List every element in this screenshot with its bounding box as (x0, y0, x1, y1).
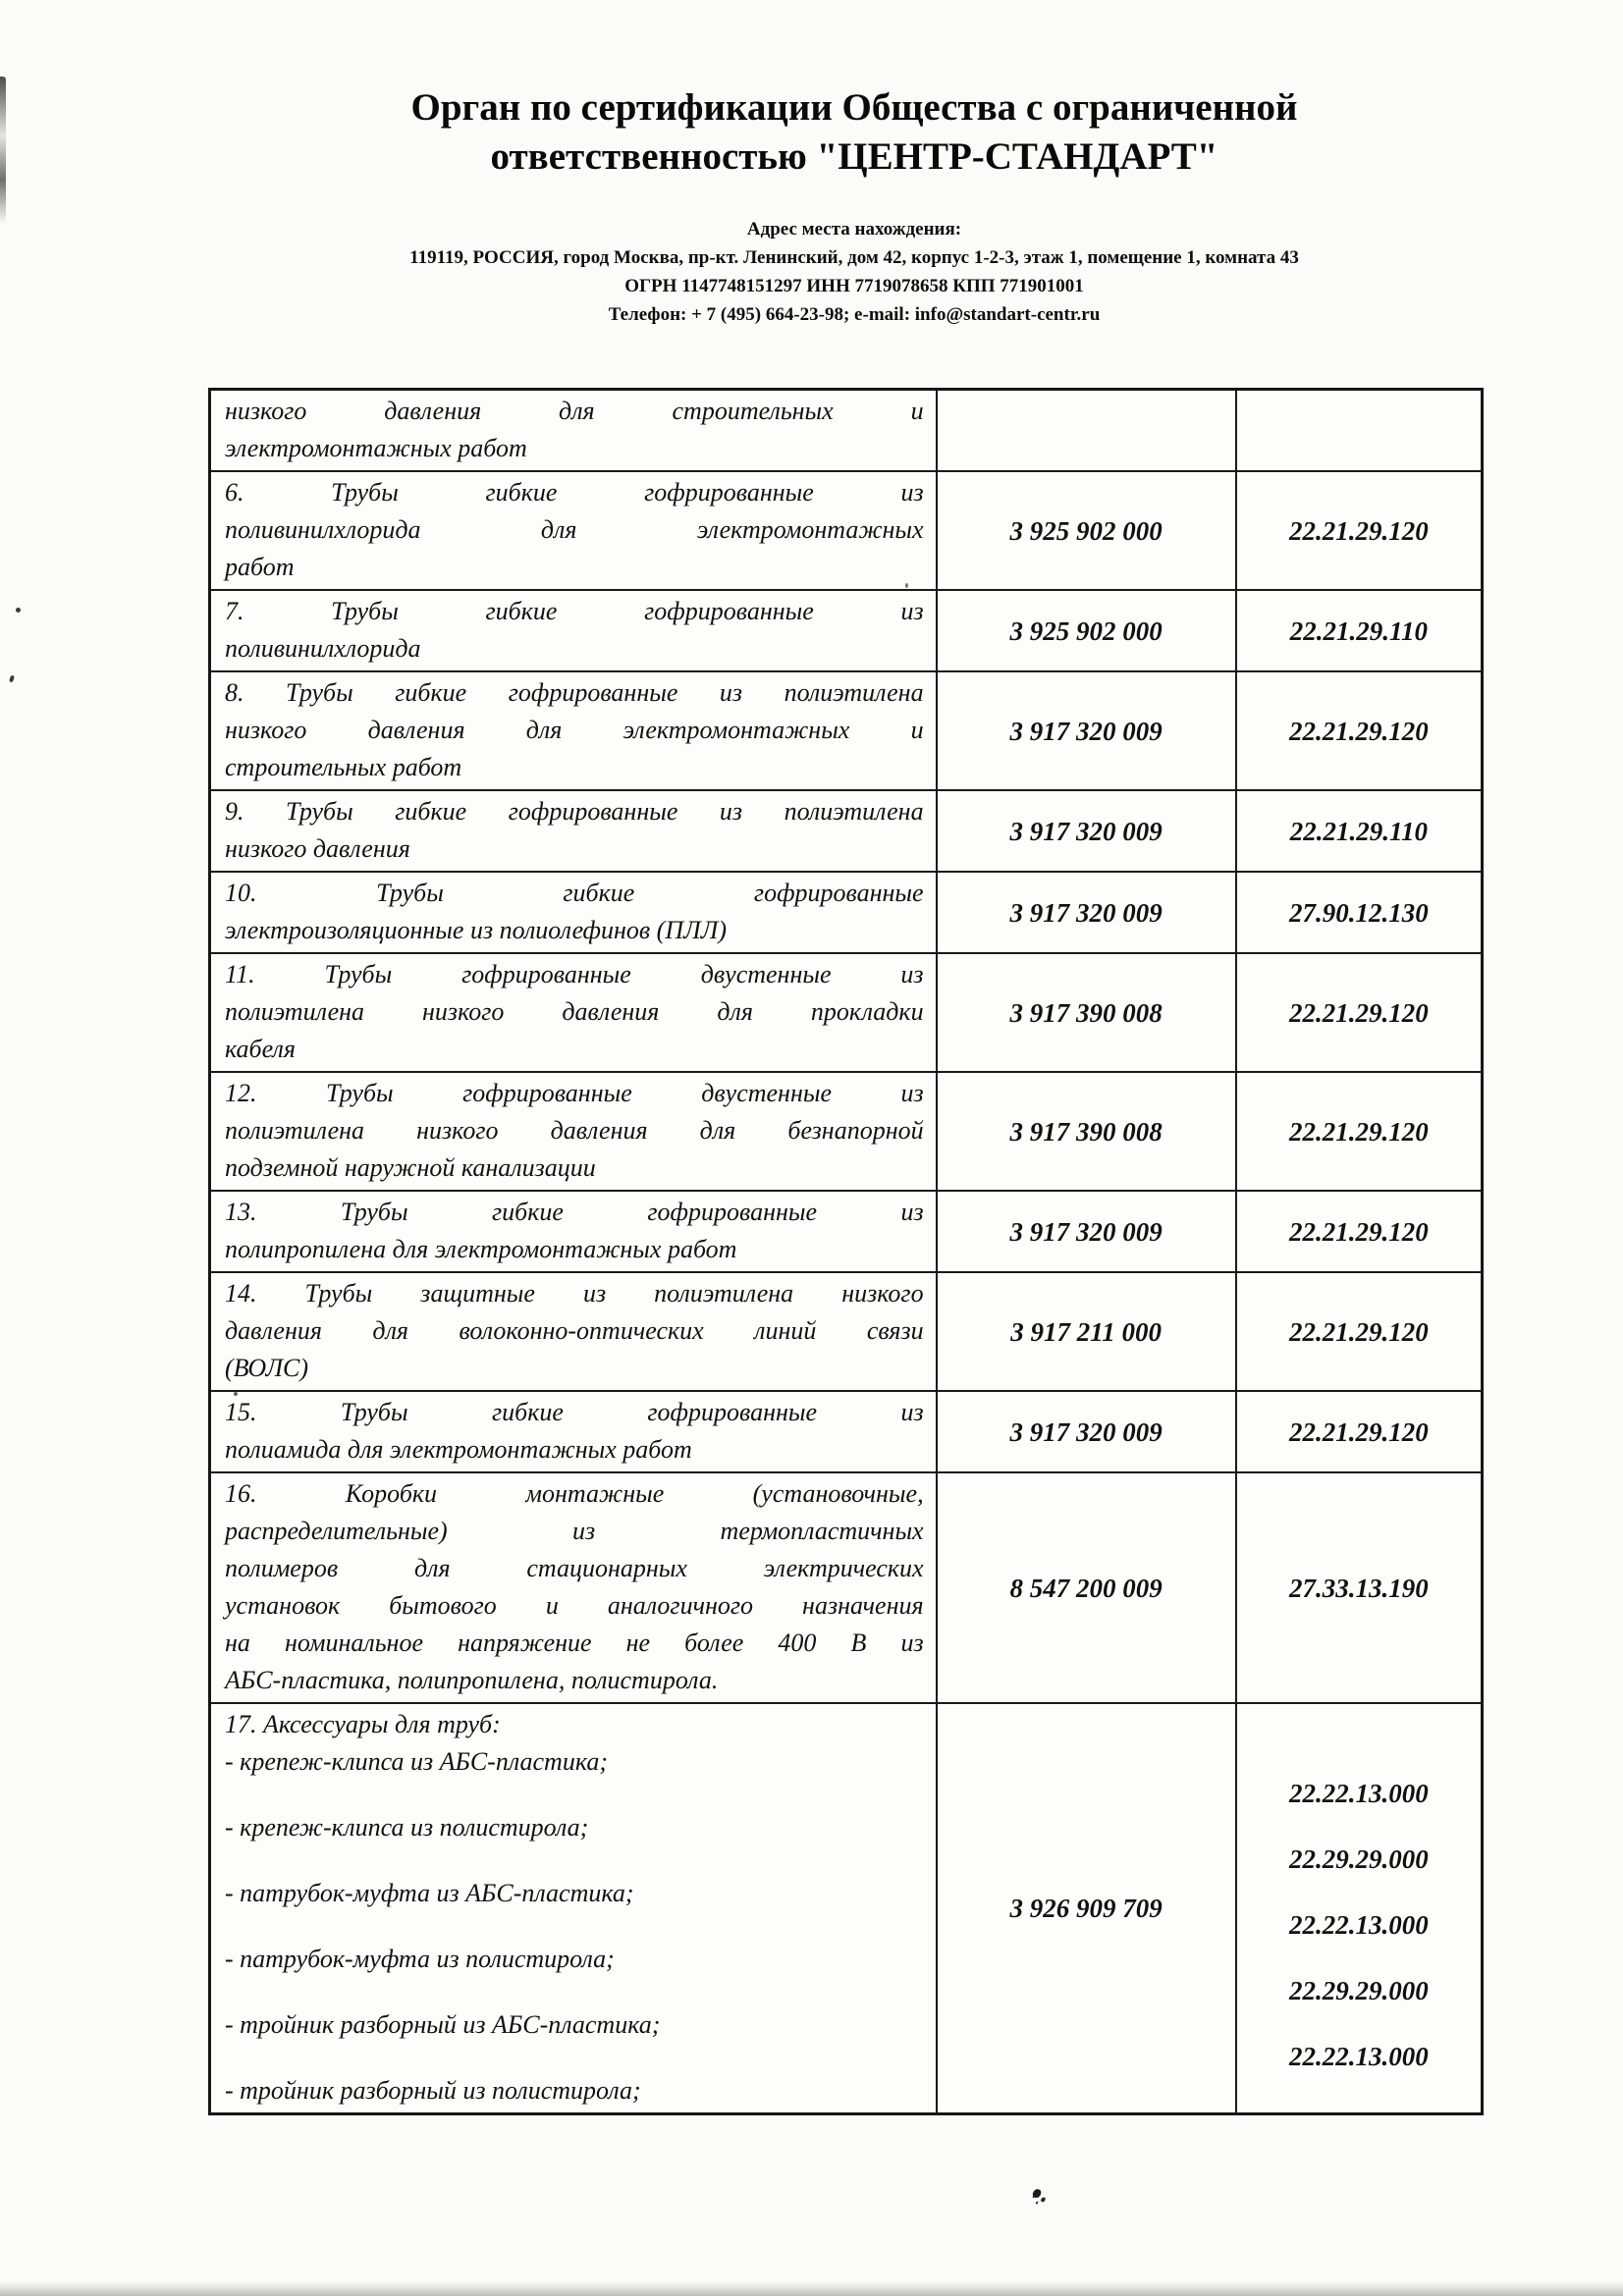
product-name-line: полипропилена для электромонтажных работ (225, 1235, 737, 1263)
product-name-line: строительных работ (225, 753, 462, 781)
okpd2-code-cell (1237, 1473, 1481, 1702)
product-name-line: полиэтилена низкого давления для безнапорной (225, 1116, 924, 1145)
org-details (147, 215, 1561, 329)
product-name-line: установок бытового и аналогичного назначения (225, 1591, 924, 1620)
okpd2-code-cell (1237, 391, 1481, 470)
product-name-line: поливинилхлорида (225, 634, 421, 663)
table-row (211, 472, 1481, 591)
product-name-line: 9. Трубы гибкие гофрированные из полиэтилена (225, 797, 924, 826)
okpd2-code: 22.22.13.000 (1288, 1779, 1429, 1808)
product-name-line: полиэтилена низкого давления для прокладки (225, 997, 924, 1026)
tnved-code: 3 926 909 709 (1009, 1894, 1163, 1923)
product-name-line: 16. Коробки монтажные (установочные, (225, 1479, 924, 1508)
tnved-code: 3 917 320 009 (1009, 1416, 1163, 1447)
okpd2-code-cell (1237, 1704, 1481, 2112)
scan-speck (9, 675, 15, 683)
product-name-line: 12. Трубы гофрированные двустенные из (225, 1079, 924, 1107)
product-name-cell (211, 1473, 938, 1702)
product-name-cell (211, 591, 938, 670)
product-name-line: давления для волоконно-оптических линий связи (225, 1316, 924, 1345)
tnved-code-cell (938, 1473, 1237, 1702)
accessory-item: - патрубок-муфта из полистирола; (225, 1945, 615, 1973)
product-name-cell (211, 954, 938, 1071)
okpd2-code-cell (1237, 1192, 1481, 1271)
table-row (211, 873, 1481, 954)
accessory-item: - крепеж-клипса из АБС-пластика; (225, 1747, 608, 1776)
product-name-line: 15. Трубы гибкие гофрированные из (225, 1398, 924, 1426)
org-title-line2: ответственностью "ЦЕНТР-СТАНДАРТ" (490, 135, 1218, 178)
product-name-line: подземной наружной канализации (225, 1153, 596, 1182)
product-name-cell (211, 1704, 938, 2112)
tnved-code: 3 925 902 000 (1009, 615, 1163, 646)
product-name-line: 13. Трубы гибкие гофрированные из (225, 1198, 924, 1226)
okpd2-code-cell (1237, 1392, 1481, 1471)
tnved-code-cell (938, 954, 1237, 1071)
table-row (211, 1073, 1481, 1192)
okpd2-code: 22.21.29.110 (1289, 615, 1428, 646)
okpd2-code: 27.90.12.130 (1288, 897, 1429, 928)
okpd2-code-cell (1237, 591, 1481, 670)
okpd2-code-cell (1237, 873, 1481, 952)
tnved-code: 3 917 390 008 (1009, 1116, 1163, 1147)
tnved-code-cell (938, 1392, 1237, 1471)
tnved-code-cell (938, 672, 1237, 789)
table-row (211, 1273, 1481, 1392)
product-name-cell (211, 1392, 938, 1471)
product-name-cell (211, 1073, 938, 1190)
scan-bottom-edge (0, 2281, 1623, 2296)
product-name-line: низкого давления для строительных и (225, 397, 924, 425)
product-name-cell (211, 873, 938, 952)
document-header (147, 83, 1561, 329)
tnved-code-cell (938, 1273, 1237, 1390)
product-name-line: полиамида для электромонтажных работ (225, 1435, 692, 1464)
tnved-code-cell (938, 873, 1237, 952)
product-name-cell (211, 391, 938, 470)
accessory-item: - тройник разборный из полистирола; (225, 2076, 641, 2105)
product-name-line: полимеров для стационарных электрических (225, 1554, 924, 1582)
product-name-line: на номинальное напряжение не более 400 В из (225, 1629, 924, 1657)
scan-speck (16, 608, 21, 613)
okpd2-code: 22.29.29.000 (1288, 1844, 1429, 1874)
registration-line: ОГРН 1147748151297 ИНН 7719078658 КПП 771901001 (624, 276, 1084, 296)
tnved-code: 3 925 902 000 (1009, 515, 1163, 546)
product-name-cell (211, 1192, 938, 1271)
tnved-code: 3 917 320 009 (1009, 1216, 1163, 1247)
okpd2-code: 22.21.29.120 (1288, 997, 1429, 1028)
product-name-line: (ВОЛС) (225, 1354, 309, 1382)
product-name-line: электроизоляционные из полиолефинов (ПЛЛ) (225, 916, 727, 944)
okpd2-code: 22.21.29.120 (1288, 1316, 1429, 1347)
scan-speck (905, 583, 908, 588)
product-name-line: работ (225, 553, 295, 581)
okpd2-code-cell (1237, 1273, 1481, 1390)
okpd2-code: 22.22.13.000 (1288, 2042, 1429, 2071)
tnved-code-cell (938, 391, 1237, 470)
org-title-line1: Орган по сертификации Общества с ограниченной (410, 86, 1298, 129)
tnved-code-cell (938, 1704, 1237, 2112)
tnved-code: 3 917 390 008 (1009, 997, 1163, 1028)
table-row (211, 791, 1481, 873)
tnved-code: 8 547 200 009 (1009, 1573, 1163, 1603)
table-row (211, 1192, 1481, 1273)
accessory-item: - тройник разборный из АБС-пластика; (225, 2010, 661, 2039)
scan-speck (234, 1392, 238, 1396)
okpd2-code: 22.21.29.120 (1288, 716, 1429, 746)
product-name-line: низкого давления для электромонтажных и (225, 716, 924, 744)
accessory-item: - крепеж-клипса из полистирола; (225, 1813, 589, 1842)
product-name-line: поливинилхлорида для электромонтажных (225, 515, 924, 544)
address-label: Адрес места нахождения: (746, 219, 962, 240)
product-name-line: 7. Трубы гибкие гофрированные из (225, 597, 924, 625)
tnved-code-cell (938, 1073, 1237, 1190)
product-name-line: кабеля (225, 1035, 296, 1063)
product-name-line: 6. Трубы гибкие гофрированные из (225, 478, 924, 507)
okpd2-code: 22.21.29.120 (1288, 1116, 1429, 1147)
okpd2-code: 22.21.29.120 (1288, 1416, 1429, 1447)
tnved-code-cell (938, 591, 1237, 670)
product-name-cell (211, 1273, 938, 1390)
okpd2-code-cell (1237, 791, 1481, 871)
accessory-item: - патрубок-муфта из АБС-пластика; (225, 1879, 634, 1907)
table-row (211, 391, 1481, 472)
org-title (147, 83, 1561, 182)
address-line: 119119, РОССИЯ, город Москва, пр-кт. Ленинский, дом 42, корпус 1-2-3, этаж 1, помещение 1, комната 43 (409, 247, 1299, 268)
scan-edge-artifact (0, 77, 6, 224)
okpd2-code: 22.21.29.110 (1289, 816, 1428, 846)
okpd2-code: 22.21.29.120 (1288, 1216, 1429, 1247)
phone-email-line: Телефон: + 7 (495) 664-23-98; e-mail: info@standart-centr.ru (608, 304, 1101, 325)
product-name-line: низкого давления (225, 834, 410, 863)
tnved-code-cell (938, 791, 1237, 871)
table-row (211, 1392, 1481, 1473)
okpd2-code-cell (1237, 672, 1481, 789)
row17-title: 17. Аксессуары для труб: (225, 1710, 501, 1738)
okpd2-code: 27.33.13.190 (1288, 1573, 1429, 1603)
product-name-line: электромонтажных работ (225, 434, 527, 462)
tnved-code: 3 917 211 000 (1010, 1316, 1163, 1347)
okpd2-code: 22.21.29.120 (1288, 515, 1429, 546)
product-name-line: 8. Трубы гибкие гофрированные из полиэтилена (225, 678, 924, 707)
okpd2-code: 22.29.29.000 (1288, 1976, 1429, 2005)
ink-smudge (1032, 2188, 1042, 2199)
tnved-code-cell (938, 472, 1237, 589)
tnved-code-cell (938, 1192, 1237, 1271)
table-row (211, 591, 1481, 672)
product-name-cell (211, 672, 938, 789)
tnved-code: 3 917 320 009 (1009, 816, 1163, 846)
okpd2-code-cell (1237, 954, 1481, 1071)
product-name-line: 10. Трубы гибкие гофрированные (225, 879, 924, 907)
tnved-code: 3 917 320 009 (1009, 716, 1163, 746)
product-name-line: АБС-пластика, полипропилена, полистирола. (225, 1666, 719, 1694)
product-name-line: распределительные) из термопластичных (225, 1517, 924, 1545)
okpd2-code-cell (1237, 1073, 1481, 1190)
table-row (211, 672, 1481, 791)
product-name-line: 14. Трубы защитные из полиэтилена низкого (225, 1279, 924, 1308)
table-row (211, 1473, 1481, 1704)
okpd2-code: 22.22.13.000 (1288, 1910, 1429, 1940)
okpd2-code-cell (1237, 472, 1481, 589)
table-row (211, 954, 1481, 1073)
product-name-cell (211, 472, 938, 589)
product-name-line: 11. Трубы гофрированные двустенные из (225, 960, 924, 988)
table-row-17 (211, 1704, 1481, 2112)
tnved-code: 3 917 320 009 (1009, 897, 1163, 928)
product-name-cell (211, 791, 938, 871)
product-table (208, 388, 1484, 2115)
